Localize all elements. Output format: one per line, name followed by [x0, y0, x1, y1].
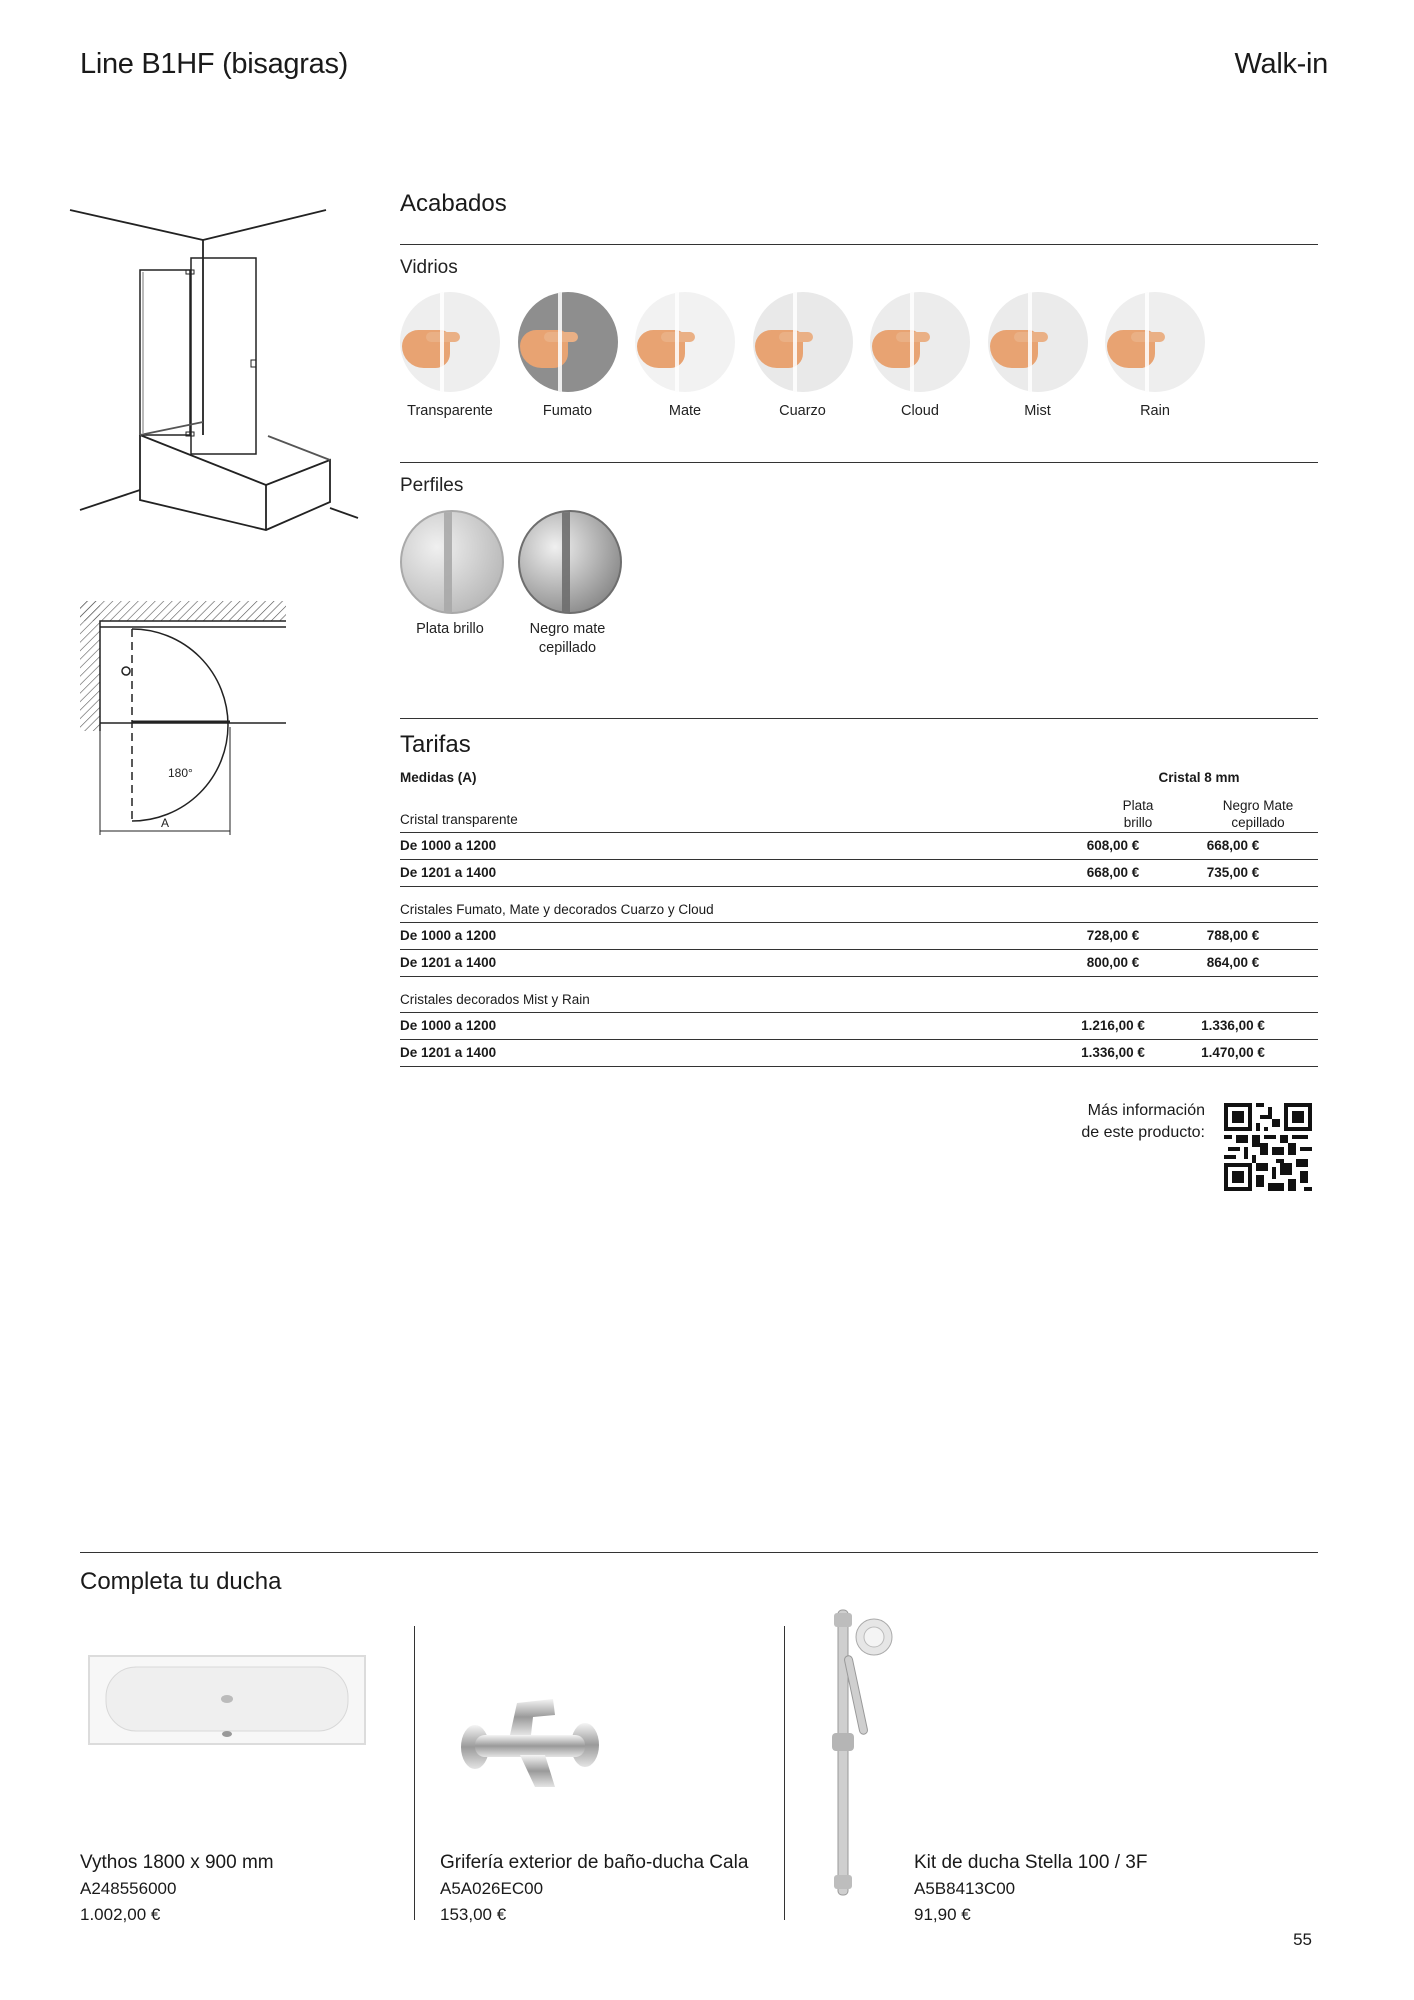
row-range: De 1000 a 1200	[400, 838, 497, 853]
row-price-plata: 608,00 €	[1086, 838, 1140, 853]
row-price-negro: 735,00 €	[1206, 865, 1260, 880]
profile-swatch-label: Plata brillo	[416, 621, 484, 637]
profile-swatch[interactable]	[400, 510, 504, 614]
glass-edge	[793, 292, 797, 392]
glass-swatch-rain[interactable]	[1105, 292, 1205, 392]
glass-swatch-cuarzo[interactable]	[753, 292, 853, 392]
row-divider	[400, 859, 1318, 860]
more-info-line-1: Más información	[1087, 1102, 1205, 1119]
page-title: Line B1HF (bisagras)	[80, 48, 348, 80]
glass-swatch-cloud[interactable]	[870, 292, 970, 392]
more-info-text	[1040, 1100, 1205, 1144]
profile-swatch[interactable]	[518, 510, 622, 614]
qr-code[interactable]	[1224, 1103, 1312, 1191]
glass-edge	[558, 292, 562, 392]
profile-bar	[562, 512, 570, 612]
glass-swatch-label: Rain	[1140, 403, 1170, 419]
glass-swatch-label: Fumato	[542, 403, 593, 419]
row-range: De 1201 a 1400	[400, 865, 497, 880]
profiles-title: Perfiles	[400, 475, 464, 496]
glass-swatch-label: Mate	[668, 403, 702, 419]
rates-title: Tarifas	[400, 731, 471, 758]
product-price: 1.002,00 €	[80, 1905, 161, 1924]
shower-screen-3d-diagram	[68, 200, 368, 545]
product-name[interactable]: Vythos 1800 x 900 mm	[80, 1852, 274, 1873]
product-name[interactable]: Kit de ducha Stella 100 / 3F	[914, 1852, 1148, 1873]
divider	[80, 1552, 1318, 1553]
finishes-title: Acabados	[400, 190, 507, 217]
bathtub-image	[88, 1655, 366, 1745]
profile-bar	[444, 512, 452, 612]
row-price-negro: 1.470,00 €	[1201, 1045, 1265, 1060]
row-range: De 1000 a 1200	[400, 928, 497, 943]
divider	[400, 462, 1318, 463]
row-price-plata: 800,00 €	[1086, 955, 1140, 970]
page-number: 55	[1293, 1930, 1312, 1949]
row-range: De 1201 a 1400	[400, 1045, 497, 1060]
glass-swatch-fumato[interactable]	[518, 292, 618, 392]
glass-edge	[440, 292, 444, 392]
glass-swatch-label: Mist	[1024, 403, 1051, 419]
col-header-negro: Negro Mate cepillado	[1222, 798, 1294, 830]
glass-swatch-mate[interactable]	[635, 292, 735, 392]
column-divider	[414, 1626, 415, 1920]
row-price-negro: 1.336,00 €	[1201, 1018, 1265, 1033]
glass-edge	[1028, 292, 1032, 392]
opening-plan-diagram	[76, 595, 296, 845]
table-row	[400, 955, 1318, 975]
row-divider	[400, 886, 1318, 887]
row-divider	[400, 1066, 1318, 1067]
product-code: A5B8413C00	[914, 1879, 1016, 1898]
angle-label: 180°	[168, 766, 193, 780]
product-price: 91,90 €	[914, 1905, 971, 1924]
row-price-plata: 728,00 €	[1086, 928, 1140, 943]
complete-title: Completa tu ducha	[80, 1568, 282, 1595]
rates-group-name: Cristal transparente	[400, 812, 518, 827]
faucet-image	[455, 1695, 605, 1790]
more-info-line-2: de este producto:	[1081, 1124, 1205, 1141]
profile-swatch-label: Negro mate cepillado	[529, 621, 606, 656]
product-name[interactable]: Grifería exterior de baño-ducha Cala	[440, 1852, 749, 1873]
col-header-plata: Plata brillo	[1122, 798, 1154, 830]
glass-swatch-transparente[interactable]	[400, 292, 500, 392]
glass-swatch-label: Cloud	[901, 403, 939, 419]
table-row	[400, 1018, 1318, 1038]
rates-group-name: Cristales decorados Mist y Rain	[400, 992, 590, 1007]
row-divider	[400, 832, 1318, 833]
measure-header: Medidas (A)	[400, 770, 477, 785]
row-price-plata: 668,00 €	[1086, 865, 1140, 880]
product-code: A248556000	[80, 1879, 177, 1898]
divider	[400, 718, 1318, 719]
glass-edge	[1145, 292, 1149, 392]
table-row	[400, 865, 1318, 885]
product-price: 153,00 €	[440, 1905, 507, 1924]
row-price-negro: 788,00 €	[1206, 928, 1260, 943]
glass-swatch-mist[interactable]	[988, 292, 1088, 392]
table-row	[400, 1045, 1318, 1065]
category-label: Walk-in	[1234, 48, 1328, 80]
shower-kit-image	[828, 1605, 898, 1900]
divider	[400, 244, 1318, 245]
row-divider	[400, 1012, 1318, 1013]
product-code: A5A026EC00	[440, 1879, 544, 1898]
row-price-negro: 668,00 €	[1206, 838, 1260, 853]
row-divider	[400, 1039, 1318, 1040]
table-row	[400, 928, 1318, 948]
row-range: De 1201 a 1400	[400, 955, 497, 970]
glass-thickness-header: Cristal 8 mm	[1158, 770, 1240, 785]
row-divider	[400, 976, 1318, 977]
glass-swatch-label: Cuarzo	[779, 403, 826, 419]
glass-edge	[910, 292, 914, 392]
glass-title: Vidrios	[400, 257, 458, 278]
row-price-negro: 864,00 €	[1206, 955, 1260, 970]
rates-group-name: Cristales Fumato, Mate y decorados Cuarzo y Cloud	[400, 902, 714, 917]
column-divider	[784, 1626, 785, 1920]
row-divider	[400, 949, 1318, 950]
dimension-label: A	[161, 816, 170, 830]
table-row	[400, 838, 1318, 858]
row-price-plata: 1.336,00 €	[1081, 1045, 1145, 1060]
glass-edge	[675, 292, 679, 392]
row-range: De 1000 a 1200	[400, 1018, 497, 1033]
glass-swatch-label: Transparente	[407, 403, 493, 419]
row-price-plata: 1.216,00 €	[1081, 1018, 1145, 1033]
row-divider	[400, 922, 1318, 923]
